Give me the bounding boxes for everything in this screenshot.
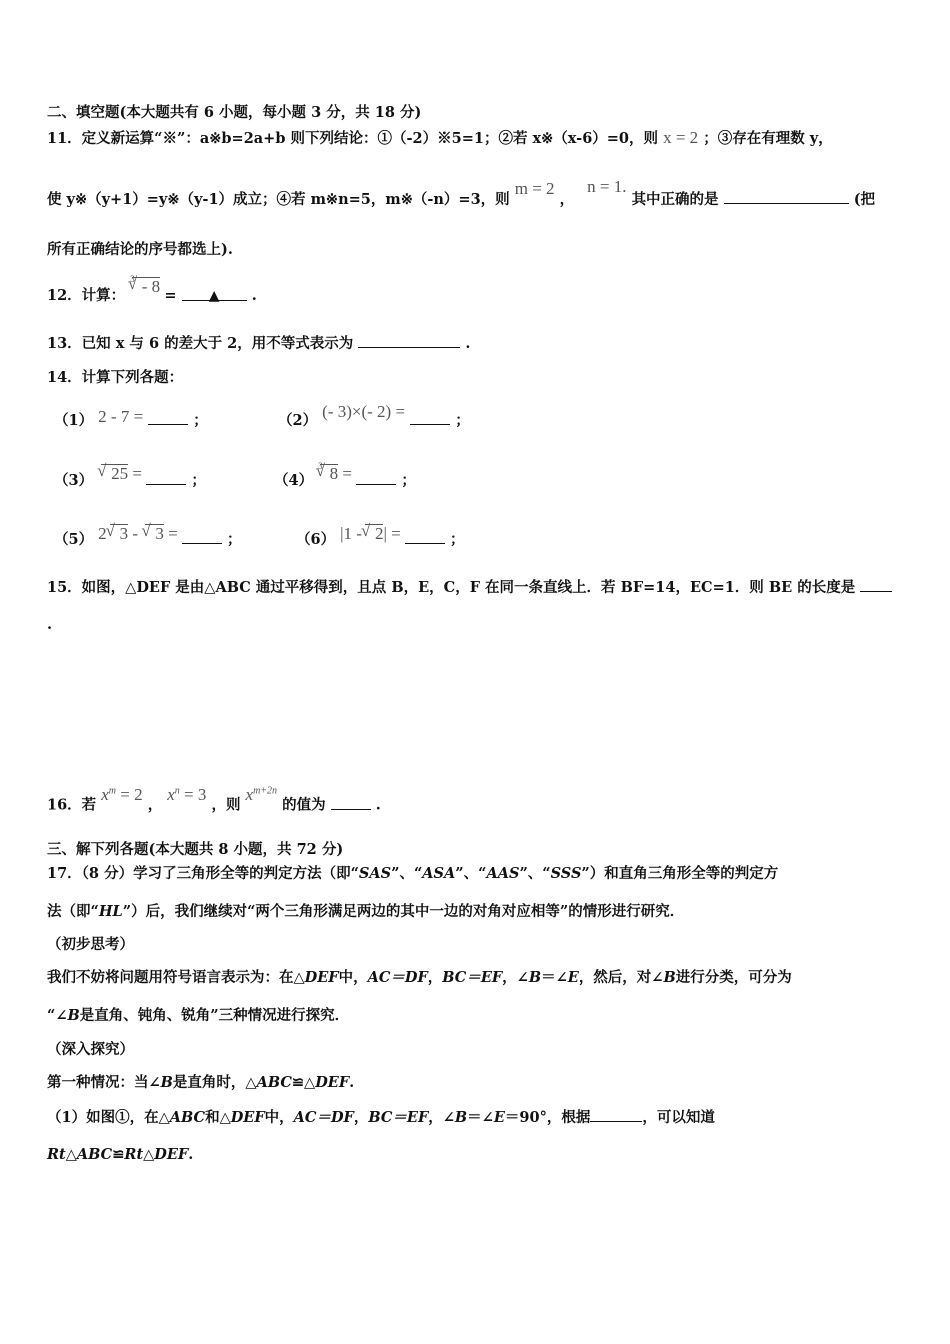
q11-math-x-equals-2: x = 2 [663, 128, 699, 147]
q13-line [47, 333, 470, 354]
q15-answer-blank[interactable] [860, 577, 892, 592]
q14-p1-math: 2 - 7 = [98, 407, 144, 426]
q14-part3 [54, 464, 206, 491]
q12-line [47, 274, 257, 307]
q12-prefix: 12．计算： [47, 287, 126, 304]
q12-equals: = [164, 287, 177, 304]
q17-line4: 我们不妨将问题用符号语言表示为：在△DEF中，AC＝DF，BC＝EF，∠B＝∠E，然后，对∠B进行分类，可分为 [47, 969, 792, 986]
q16-answer-blank[interactable] [331, 795, 371, 810]
q15-text: 15．如图，△DEF 是由△ABC 通过平移得到，且点 B，E，C，F 在同一条直线上．若 BF=14，EC=1．则 BE 的长度是 [47, 579, 856, 596]
q14-p1-semicolon: ； [193, 412, 208, 429]
q14-part5 [54, 524, 242, 550]
q16-math-xn: $x^n = 3$ [167, 784, 207, 804]
q14-part2 [278, 402, 470, 431]
q17-line8: （1）如图①，在△ABC和△DEF中，AC＝DF，BC＝EF，∠B＝∠E＝90°，根据 ，可以知道 [47, 1109, 715, 1126]
q14-p4-semicolon: ； [401, 472, 416, 489]
q11-line2: 使 y※（y+1）=y※（y-1）成立；④若 m※n=5，m※（-n）=3，则 m = 2 ， n = 1. 其中正确的是 (把 [47, 177, 876, 208]
q17-line5: “∠B是直角、钝角、锐角”三种情况进行探究． [47, 1007, 350, 1024]
q14-p4-math: $^3$√ 8 = [318, 464, 356, 483]
q16-suffix: 的值为 [282, 796, 326, 814]
q11-math-m-equals-2: m = 2 [514, 179, 555, 198]
q11-line2-prefix: 使 y※（y+1）=y※（y-1）成立；④若 m※n=5，m※（-n）=3，则 [47, 191, 510, 208]
q14-p4-label: （4） [274, 472, 314, 489]
q17-explore-heading: （深入探究） [47, 1041, 134, 1058]
q12-cube-root: $^3$√ - 8 [130, 277, 164, 296]
q14-p1-blank[interactable] [148, 410, 188, 425]
q11-math-n-equals-1: n = 1. [587, 177, 627, 196]
q14-p5-semicolon: ； [226, 531, 242, 548]
q14-part6 [296, 524, 465, 550]
q11-line1 [47, 128, 833, 149]
q15-line [47, 577, 892, 598]
q14-p2-semicolon: ； [455, 412, 470, 429]
q17-line1: 17．（8 分）学习了三角形全等的判定方法（即“SAS”、“ASA”、“AAS”、“SSS”）和直角三角形全等的判定方 [47, 865, 779, 882]
q14-p4-blank[interactable] [356, 470, 396, 485]
q14-p1-label: （1） [54, 412, 94, 429]
section3-header: 三、解下列各题(本大题共 8 小题，共 72 分) [47, 841, 344, 858]
q14-p6-label: （6） [296, 531, 336, 548]
q13-end: . [465, 335, 471, 352]
q14-p6-blank[interactable] [405, 529, 445, 544]
triangle-icon: ▲ [208, 288, 220, 304]
q16-end: . [375, 796, 381, 814]
q16-math-xm: $x^m = 2$ [101, 784, 143, 804]
q16-comma: ， [147, 796, 163, 814]
q14-part1 [54, 407, 208, 431]
q16-prefix: 16．若 [47, 796, 97, 814]
q14-p3-math: √ 25 = [98, 464, 146, 483]
q17-answer-blank[interactable] [590, 1107, 642, 1122]
q14-p6-semicolon: ； [450, 531, 465, 548]
q13-text: 13．已知 x 与 6 的差大于 2，用不等式表示为 [47, 335, 354, 352]
q11-answer-blank[interactable] [724, 189, 849, 204]
q14-p5-label: （5） [54, 531, 94, 548]
q17-line9: Rt△ABC≌Rt△DEF. [47, 1146, 194, 1163]
q15-end: . [47, 616, 53, 633]
q16-math-xm2n: $x^{m+2n}$ [245, 784, 278, 804]
section2-header: 二、填空题(本大题共有 6 小题，每小题 3 分，共 18 分) [47, 104, 422, 121]
q14-title: 14．计算下列各题： [47, 369, 184, 386]
q14-p6-math: |1 -√ 2| = [340, 524, 405, 543]
q11-line1-suffix: ；③存在有理数 y， [703, 130, 833, 147]
q14-p2-label: （2） [278, 412, 318, 429]
q17-line2: 法（即“HL”）后，我们继续对“两个三角形满足两边的其中一边的对角对应相等”的情形进行研究． [47, 903, 685, 920]
q14-p5-math: 2√ 3 - √ 3 = [98, 524, 182, 543]
q11-line3: 所有正确结论的序号都选上). [47, 241, 233, 258]
q12-end: . [251, 287, 257, 304]
q14-p3-label: （3） [54, 472, 94, 489]
q12-answer-blank[interactable] [182, 286, 247, 304]
q14-p3-semicolon: ； [191, 472, 206, 489]
q14-p2-math: (- 3)×(- 2) = [322, 402, 406, 421]
q14-part4 [274, 461, 416, 492]
q11-line2-end: (把 [853, 191, 876, 208]
q17-think-heading: （初步思考） [47, 936, 134, 953]
q17-line7: 第一种情况：当∠B是直角时，△ABC≌△DEF. [47, 1074, 355, 1091]
q14-p5-blank[interactable] [182, 529, 222, 544]
q11-line1-prefix: 11．定义新运算“※”：a※b=2a+b 则下列结论：①（-2）※5=1；②若 x※（x-6）=0，则 [47, 130, 659, 147]
q16-line [47, 784, 381, 816]
q16-then: ，则 [211, 796, 241, 814]
q13-answer-blank[interactable] [358, 333, 460, 348]
q14-p3-blank[interactable] [146, 470, 186, 485]
q14-p2-blank[interactable] [410, 410, 450, 425]
q11-line2-suffix: 其中正确的是 [631, 191, 719, 208]
